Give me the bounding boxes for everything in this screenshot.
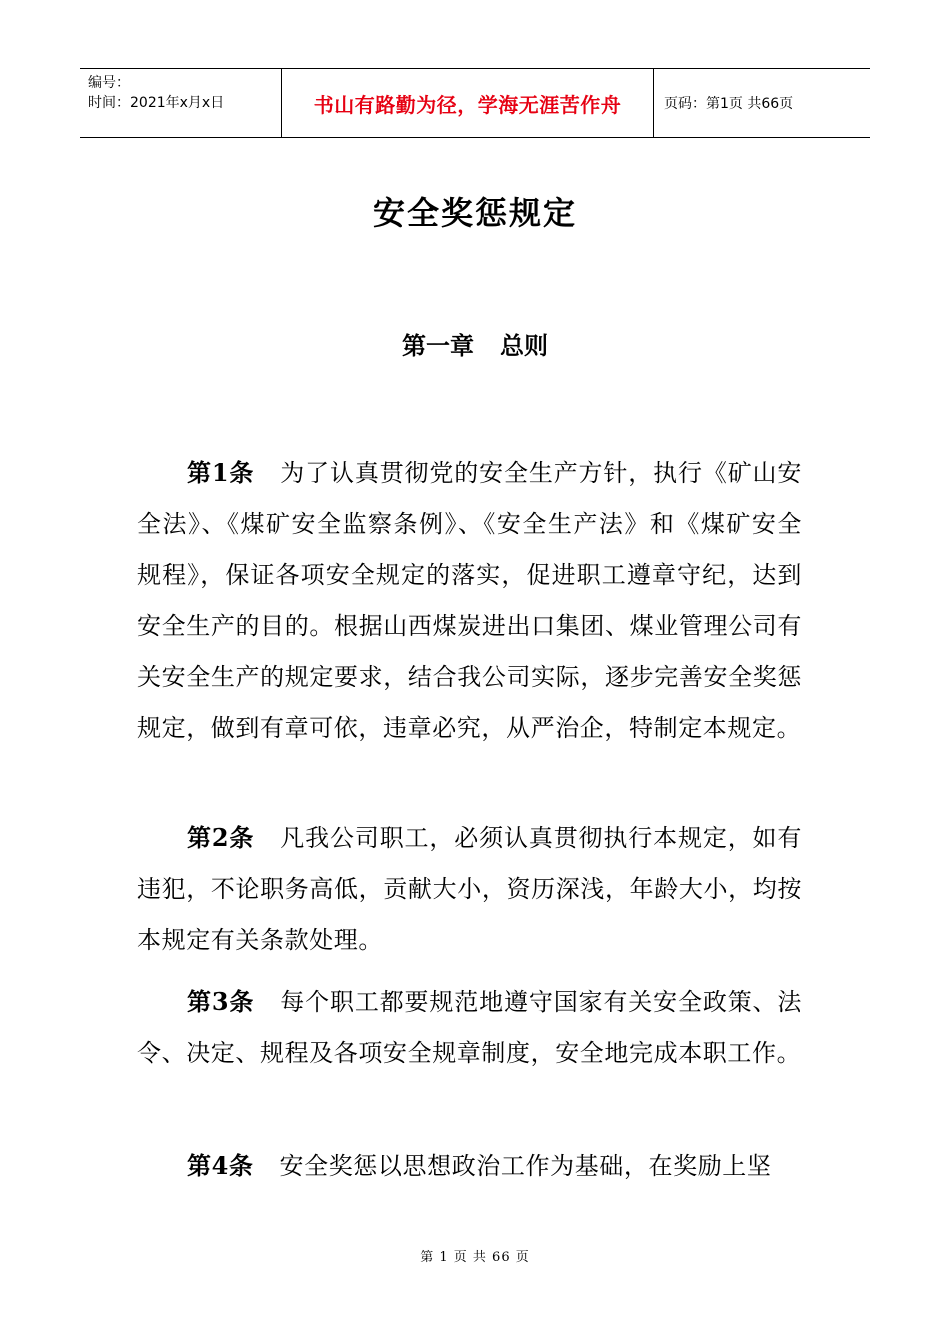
header-page-info: 页码：第1页 共66页 (664, 96, 794, 112)
article-number: 第1条 (187, 458, 255, 487)
article-text: 为了认真贯彻党的安全生产方针，执行《矿山安全法》、《煤矿安全监察条例》、《安全生产法》和《煤矿安全规程》，保证各项安全规定的落实，促进职工遵章守纪，达到安全生产的目的。根据山西煤炭进出口集团、煤业管理公司有关安全生产的规定要求，结合我公司实际，逐步完善安全奖惩规定，做到有章可依，违章必究，从严治企，特制定本规定。 (137, 459, 803, 742)
chapter-number: 第一章 (402, 332, 474, 360)
page-header (80, 68, 870, 138)
article-2 (137, 812, 802, 966)
header-motto: 书山有路勤为径，学海无涯苦作舟 (282, 69, 654, 137)
chapter-heading (0, 326, 950, 361)
page-footer: 第 1 页 共 66 页 (420, 1250, 530, 1265)
document-date-label: 时间：2021年x月x日 (88, 95, 225, 111)
article-1 (137, 447, 802, 754)
article-text: 凡我公司职工，必须认真贯彻执行本规定，如有违犯，不论职务高低，贡献大小，资历深浅，年龄大小，均按本规定有关条款处理。 (137, 824, 803, 954)
article-text: 安全奖惩以思想政治工作为基础，在奖励上坚 (279, 1152, 772, 1180)
article-number: 第3条 (187, 987, 255, 1016)
document-title: 安全奖惩规定 (372, 194, 577, 232)
article-text: 每个职工都要规范地遵守国家有关安全政策、法令、决定、规程及各项安全规章制度，安全地完成本职工作。 (137, 988, 803, 1067)
article-number: 第4条 (187, 1151, 254, 1180)
article-3 (137, 976, 802, 1079)
article-4 (137, 1140, 802, 1192)
document-number-label: 编号： (88, 75, 130, 91)
chapter-name: 总则 (500, 332, 548, 360)
header-meta-cell (80, 69, 282, 137)
article-number: 第2条 (187, 823, 255, 852)
